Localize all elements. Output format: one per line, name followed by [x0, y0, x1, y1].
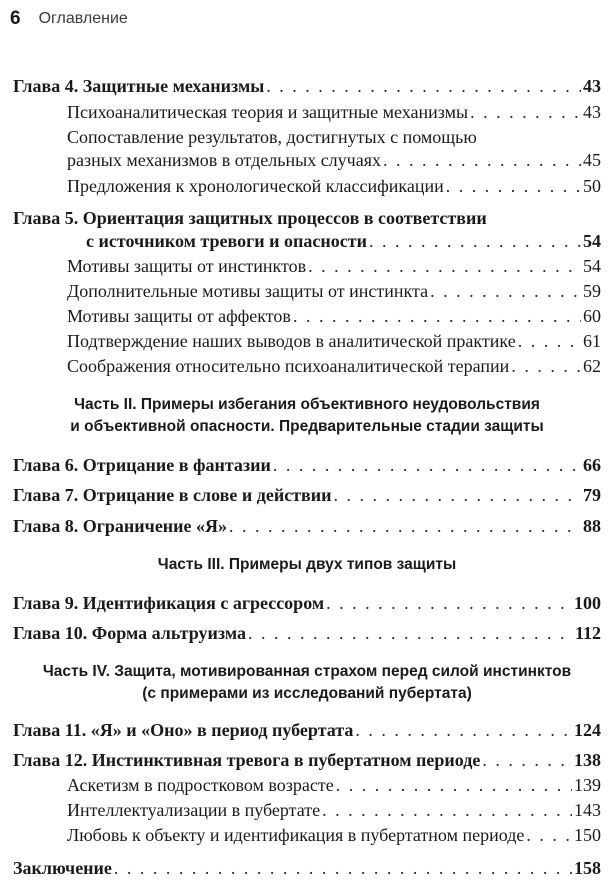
part-heading-line-2: и объективной опасности. Предварительные стадии защиты [70, 418, 544, 435]
toc-entry-label: Заключение [13, 858, 112, 878]
toc-entry-label: Глава 7. Отрицание в слове и действии [13, 485, 332, 505]
dot-leader [526, 823, 572, 847]
dot-leader [114, 856, 572, 880]
toc-entry-label: Глава 12. Инстинктивная тревога в пубертатном периоде [13, 750, 481, 770]
toc-entry-label: Соображения относительно психоаналитической терапии [67, 356, 510, 376]
dot-leader [511, 354, 581, 378]
dot-leader [326, 591, 572, 615]
toc-entry-label: Психоаналитическая теория и защитные механизмы [67, 102, 469, 122]
dot-leader [336, 773, 572, 797]
toc-entry-label: Любовь к объекту и идентификация в пубертатном периоде [67, 825, 525, 845]
toc-entry-page: 100 [574, 593, 601, 613]
toc-entry-chapter-11[interactable] [0, 718, 614, 742]
toc-entry-page: 54 [583, 231, 601, 251]
dot-leader [293, 304, 581, 328]
toc-entry-chapter-7[interactable] [0, 483, 614, 507]
toc-entry-page: 150 [574, 825, 601, 845]
toc-entry-section[interactable] [0, 354, 614, 378]
toc-entry-page: 88 [583, 516, 601, 536]
toc-entry-page: 79 [583, 485, 601, 505]
dot-leader [322, 798, 572, 822]
page-number: 6 [10, 8, 21, 29]
toc-entry-label-line-1: Сопоставление результатов, достигнутых с помощью [67, 127, 477, 147]
toc-entry-page: 54 [583, 256, 601, 276]
toc-entry-section[interactable] [0, 304, 614, 328]
toc-entry-page: 45 [583, 150, 601, 170]
toc-entry-label: Глава 9. Идентификация с агрессором [13, 593, 325, 613]
toc-entry-chapter-5[interactable] [0, 229, 614, 253]
dot-leader [355, 718, 572, 742]
dot-leader [446, 174, 581, 198]
dot-leader [518, 329, 581, 353]
toc-entry-section[interactable] [0, 823, 614, 847]
toc-entry-label: Глава 8. Ограничение «Я» [13, 516, 228, 536]
toc-entry-page: 43 [583, 76, 601, 96]
toc-entry-label: Глава 4. Защитные механизмы [13, 76, 265, 96]
toc-entry-label: Дополнительные мотивы защиты от инстинкта [67, 281, 429, 301]
toc-entry-page: 66 [583, 455, 601, 475]
part-heading-line-1: Часть II. Примеры избегания объективного неудовольствия [74, 396, 540, 413]
dot-leader [229, 514, 581, 538]
dot-leader [369, 229, 581, 253]
toc-entry-page: 62 [583, 356, 601, 376]
toc-entry-label: Глава 10. Форма альтруизма [13, 623, 246, 643]
toc-entry-label: Аскетизм в подростковом возрасте [67, 775, 334, 795]
dot-leader [482, 748, 572, 772]
running-title: Оглавление [38, 10, 128, 27]
toc-entry-chapter-8[interactable] [0, 514, 614, 538]
part-heading-line-1: Часть IV. Защита, мотивированная страхом перед силой инстинктов [42, 663, 572, 680]
toc-entry-chapter-10[interactable] [0, 621, 614, 645]
toc-entry-page: 112 [574, 623, 601, 643]
toc-entry-section[interactable] [0, 148, 614, 172]
toc-entry-page: 43 [583, 102, 601, 122]
toc-entry-section[interactable] [0, 798, 614, 822]
part-heading-line-1: Часть III. Примеры двух типов защиты [157, 556, 457, 573]
toc-entry-section[interactable] [0, 254, 614, 278]
toc-entry-page: 143 [574, 800, 601, 820]
toc-entry-page: 61 [583, 331, 601, 351]
toc-entry-chapter-6[interactable] [0, 453, 614, 477]
dot-leader [266, 74, 581, 98]
toc-entry-chapter-4[interactable] [0, 74, 614, 98]
toc-entry-label: Мотивы защиты от инстинктов [67, 256, 307, 276]
toc-entry-label-line-1: Глава 5. Ориентация защитных процессов в соответствии [13, 208, 487, 228]
toc-entry-label: Мотивы защиты от аффектов [67, 306, 291, 326]
toc-entry-section[interactable] [0, 174, 614, 198]
dot-leader [308, 254, 581, 278]
toc-entry-page: 59 [583, 281, 601, 301]
toc-entry-chapter-9[interactable] [0, 591, 614, 615]
dot-leader [430, 279, 581, 303]
toc-entry-page: 138 [574, 750, 601, 770]
toc-entry-label: Предложения к хронологической классификации [67, 176, 444, 196]
toc-entry-section[interactable] [0, 100, 614, 124]
toc-entry-section[interactable] [0, 773, 614, 797]
toc-entry-page: 139 [574, 775, 601, 795]
toc-entry-chapter-12[interactable] [0, 748, 614, 772]
dot-leader [470, 100, 581, 124]
toc-entry-label: Интеллектуализации в пубертате [67, 800, 321, 820]
toc-entry-page: 50 [583, 176, 601, 196]
dot-leader [383, 148, 581, 172]
toc-entry-page: 60 [583, 306, 601, 326]
dot-leader [248, 621, 573, 645]
toc-entry-section[interactable] [0, 329, 614, 353]
toc-entry-conclusion[interactable] [0, 856, 614, 880]
toc-entry-page: 158 [574, 858, 601, 878]
toc-entry-label: Глава 11. «Я» и «Оно» в период пубертата [13, 720, 354, 740]
dot-leader [334, 483, 582, 507]
toc-entry-section[interactable] [0, 279, 614, 303]
toc-entry-label: с источником тревоги и опасности [86, 231, 367, 251]
toc-entry-label: разных механизмов в отдельных случаях [67, 150, 381, 170]
toc-entry-page: 124 [574, 720, 601, 740]
dot-leader [273, 453, 581, 477]
toc-entry-label: Подтверждение наших выводов в аналитической практике [67, 331, 516, 351]
toc-entry-label: Глава 6. Отрицание в фантазии [13, 455, 271, 475]
part-heading-line-2: (с примерами из исследований пубертата) [142, 685, 472, 702]
